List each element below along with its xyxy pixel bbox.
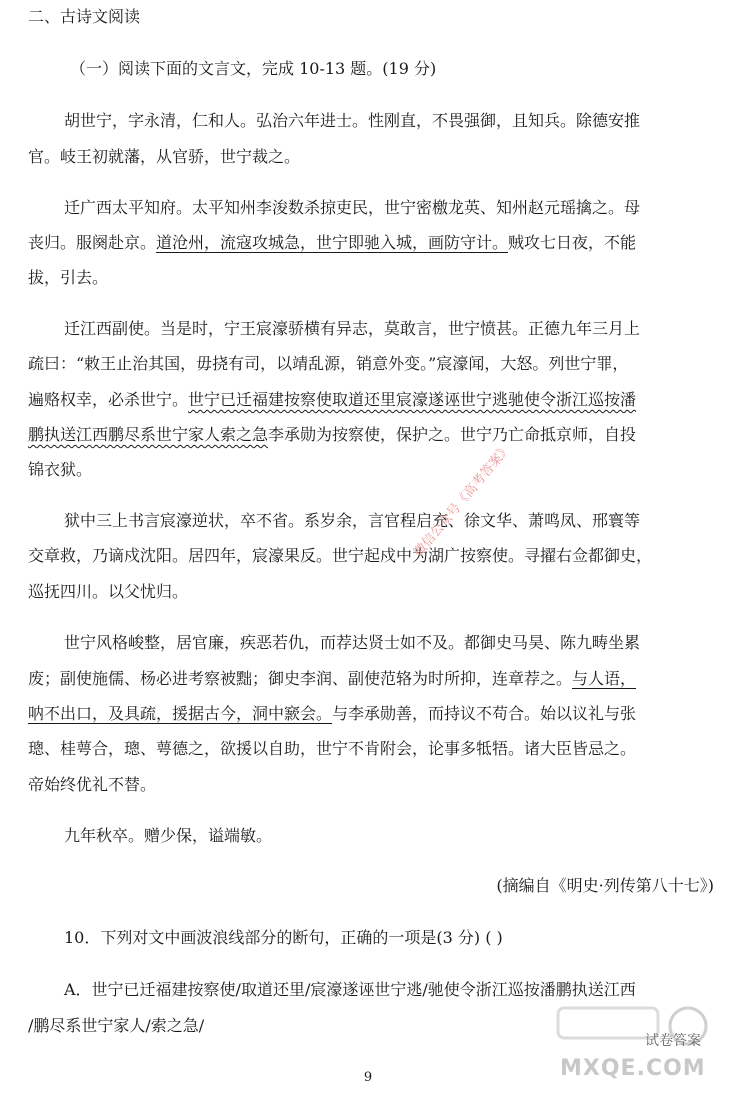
text-line: 九年秋卒。赠少保，谥端敏。 <box>64 826 273 845</box>
option-a-line: A．世宁已迁福建按察使/取道还里/宸濠遂诬世宁逃/驰使令浙江巡按潘鹏执送江西 <box>64 980 636 999</box>
text-line: 狱中三上书言宸濠逆状，卒不省。系岁余，言官程启充、徐文华、萧鸣凤、邢寰等 <box>64 511 641 530</box>
question-stem: 10．下列对文中画波浪线部分的断句，正确的一项是(3 分) ( ) <box>64 928 503 947</box>
page-number: 9 <box>363 1070 373 1085</box>
text-segment: 贼攻七日夜，不能 <box>508 233 637 252</box>
text-line: 拔，引去。 <box>28 268 109 287</box>
underlined-sentence: 与人语， <box>572 669 637 688</box>
text-segment: 遍赂权幸，必杀世宁。 <box>28 390 189 409</box>
text-line: 迁广西太平知府。太平知州李浚数杀掠吏民，世宁密檄龙英、知州赵元瑶擒之。母 <box>64 198 641 217</box>
text-line: 迁江西副使。当是时，宁王宸濠骄横有异志，莫敢言，世宁愤甚。正德九年三月上 <box>64 319 641 338</box>
text-line: 交章救，乃谪戍沈阳。居四年，宸濠果反。世宁起戍中为湖广按察使。寻擢右佥都御史， <box>28 546 653 565</box>
underlined-sentence: 道沧州，流寇攻城急，世宁即驰入城，画防守计。 <box>156 233 509 252</box>
text-line: 官。岐王初就藩，从官骄，世宁裁之。 <box>28 147 301 166</box>
text-segment: 废；副使施儒、杨必进考察被黜；御史李润、副使范辂为时所抑，连章荐之。 <box>28 669 573 688</box>
underlined-sentence: 呐不出口，及具疏，援据古今，洞中窾会。 <box>28 704 333 723</box>
section-title: 二、古诗文阅读 <box>28 7 141 26</box>
text-line <box>28 232 636 254</box>
text-segment: 丧归。服阕赴京。 <box>28 233 157 252</box>
text-segment: 与李承勋善，而持议不苟合。始以议礼与张 <box>332 704 637 723</box>
logo-subtitle: 试卷答案 <box>645 1033 701 1049</box>
text-segment: 李承勋为按察使，保护之。世宁乃亡命抵京师，自投 <box>268 425 637 444</box>
text-line: 疏曰：“敕王止治其国，毋挠有司，以靖乱源，销意外变。”宸濠闻，大怒。列世宁罪， <box>28 354 629 373</box>
option-a-line: /鹏尽系世宁家人/索之急/ <box>28 1016 205 1035</box>
subsection-title: （一）阅读下面的文言文，完成 10-13 题。(19 分) <box>70 59 437 78</box>
text-line: 胡世宁，字永清，仁和人。弘治六年进士。性刚直，不畏强御，且知兵。除德安推 <box>64 111 641 130</box>
watermark-text: 微信公众号《高考答案》 <box>411 441 515 561</box>
text-line <box>28 668 636 690</box>
source-citation: (摘编自《明史·列传第八十七》) <box>496 876 714 895</box>
text-line: 巡抚四川。以父忧归。 <box>28 582 189 601</box>
text-line: 璁、桂萼合，璁、萼德之，欲援以自助，世宁不肯附会，论事多牴牾。诸大臣皆忌之。 <box>28 739 637 758</box>
text-line <box>28 703 636 725</box>
wavy-underlined-passage: 鹏执送江西鹏尽系世宁家人索之急 <box>28 425 269 444</box>
text-line: 世宁风格峻整，居官廉，疾恶若仇，而荐达贤士如不及。都御史马昊、陈九畴坐累 <box>64 633 641 652</box>
text-line: 锦衣狱。 <box>28 460 93 479</box>
text-line: 帝始终优礼不替。 <box>28 775 157 794</box>
wavy-underlined-passage: 世宁已迁福建按察使取道还里宸濠遂诬世宁逃驰使令浙江巡按潘 <box>188 390 637 409</box>
text-line <box>28 424 636 446</box>
logo-main-text: MXQE.COM <box>560 1056 706 1081</box>
text-line <box>28 389 636 411</box>
